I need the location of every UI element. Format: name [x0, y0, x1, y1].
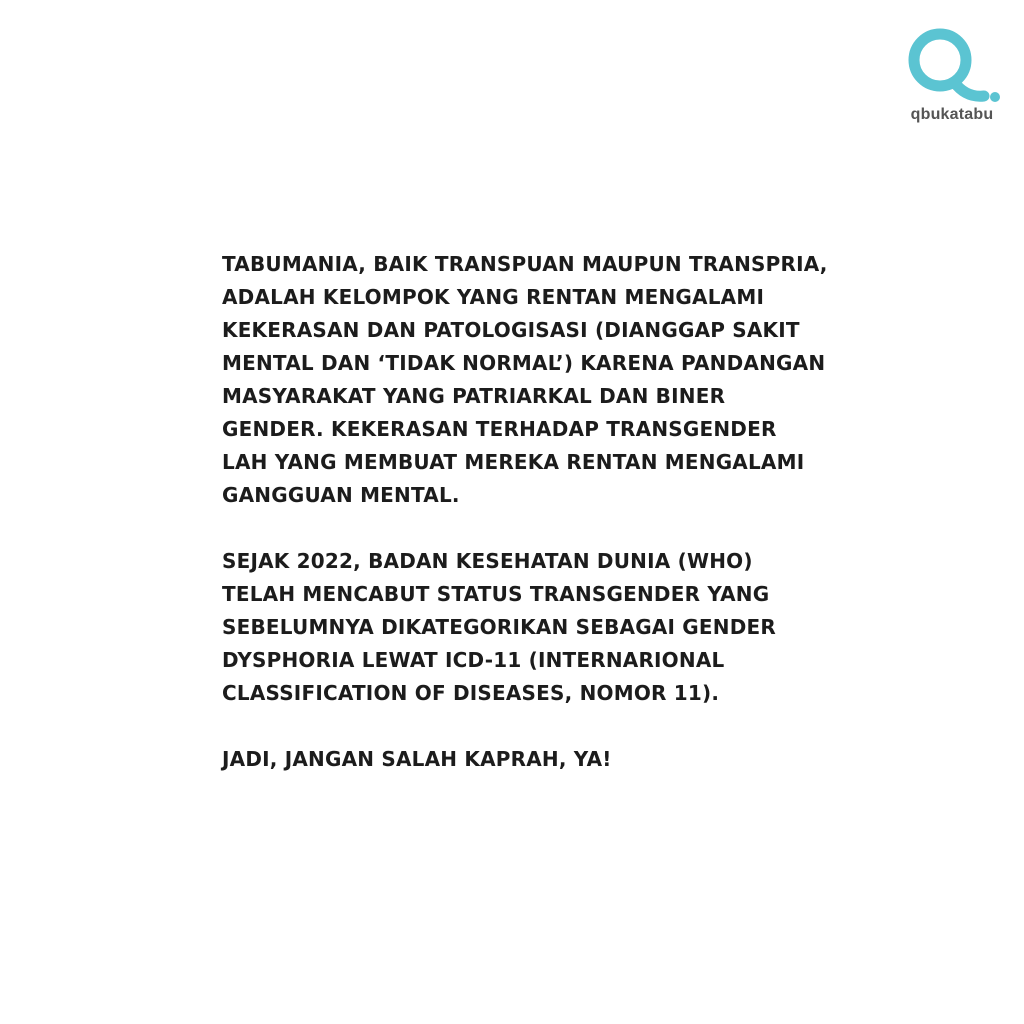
text-line: JADI, JANGAN SALAH KAPRAH, YA! [222, 747, 612, 771]
text-line: MENTAL DAN ‘TIDAK NORMAL’) KARENA PANDANGAN [222, 351, 826, 375]
brand-name: qbukatabu [910, 106, 994, 123]
paragraph [222, 743, 842, 776]
text-line: ADALAH KELOMPOK YANG RENTAN MENGALAMI [222, 285, 765, 309]
text-line: SEBELUMNYA DIKATEGORIKAN SEBAGAI GENDER [222, 615, 776, 639]
text-line: KEKERASAN DAN PATOLOGISASI (DIANGGAP SAKIT [222, 318, 800, 342]
brand-logo [900, 26, 1004, 130]
text-line: LAH YANG MEMBUAT MEREKA RENTAN MENGALAMI [222, 450, 805, 474]
text-line: GENDER. KEKERASAN TERHADAP TRANSGENDER [222, 417, 777, 441]
text-line: TELAH MENCABUT STATUS TRANSGENDER YANG [222, 582, 770, 606]
text-line: SEJAK 2022, BADAN KESEHATAN DUNIA (WHO) [222, 549, 753, 573]
text-line: MASYARAKAT YANG PATRIARKAL DAN BINER [222, 384, 726, 408]
paragraph [222, 545, 842, 710]
text-line: TABUMANIA, BAIK TRANSPUAN MAUPUN TRANSPRIA, [222, 252, 828, 276]
text-line: GANGGUAN MENTAL. [222, 483, 460, 507]
paragraph [222, 248, 842, 512]
body-text [222, 248, 842, 776]
text-line: CLASSIFICATION OF DISEASES, NOMOR 11). [222, 681, 720, 705]
text-line: DYSPHORIA LEWAT ICD-11 (INTERNARIONAL [222, 648, 725, 672]
q-logo-icon [904, 26, 1000, 104]
